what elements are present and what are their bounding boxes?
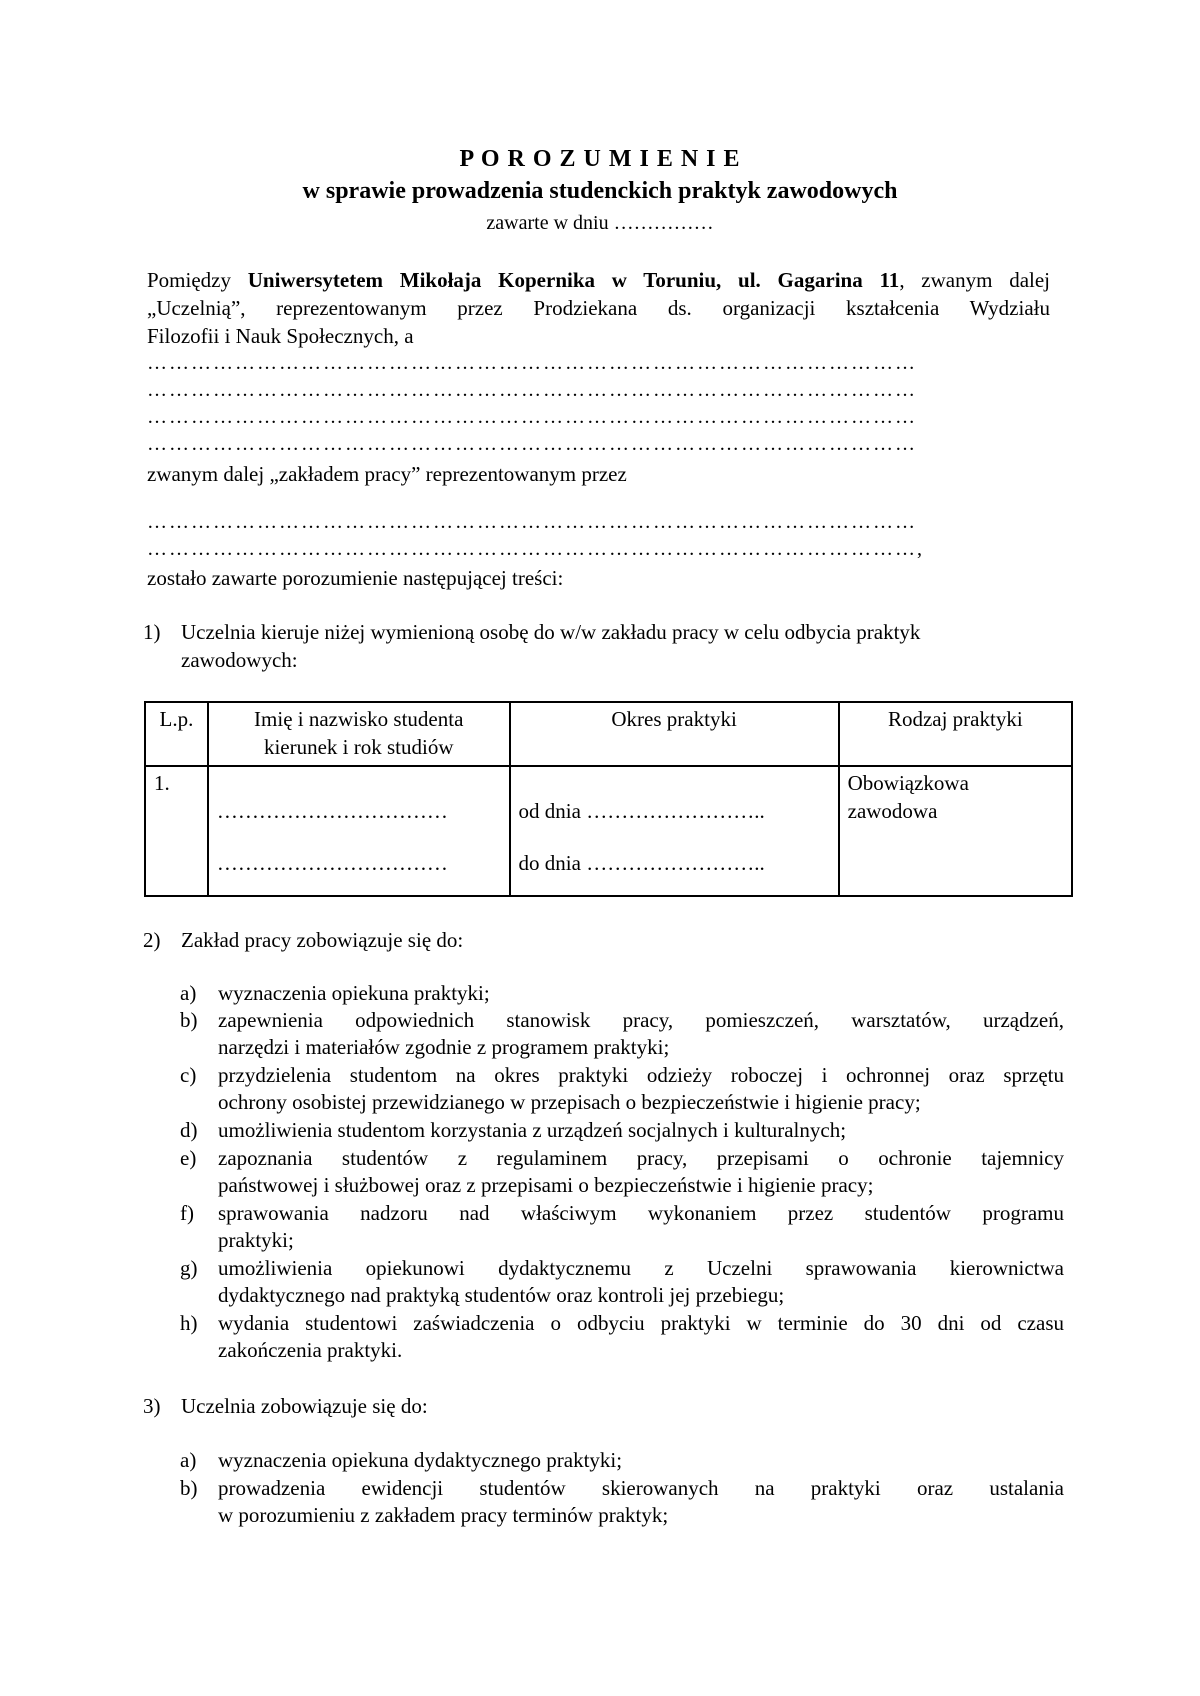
section-3-item-text: w porozumieniu z zakładem pracy terminów praktyk;: [218, 1503, 669, 1527]
section-2-item-text: zapewnienia odpowiednich stanowisk pracy, pomieszczeń, warsztatów, urządzeń,: [218, 1008, 1064, 1032]
intro-line-1: Pomiędzy Uniwersytetem Mikołaja Kopernika w Toruniu, ul. Gagarina 11, zwanym dalej: [147, 268, 1050, 292]
table-row: [145, 766, 1072, 896]
cell-period: [510, 766, 839, 896]
section-1-line-1: Uczelnia kieruje niżej wymienioną osobę do w/w zakładu pracy w celu odbycia praktyk: [181, 620, 921, 644]
section-2-heading: Zakład pracy zobowiązuje się do:: [181, 928, 464, 952]
intro-line-3: Filozofii i Nauk Społecznych, a: [147, 324, 414, 348]
header-type: Rodzaj praktyki: [839, 702, 1072, 766]
type-line-1: Obowiązkowa: [847, 771, 969, 795]
dotted-line: ……………………………………………………………………………………………: [147, 433, 917, 455]
header-student-name: Imię i nazwisko studenta: [254, 707, 464, 731]
section-2-number: 2): [143, 928, 161, 952]
header-period: Okres praktyki: [510, 702, 839, 766]
section-2-item-text: wydania studentowi zaświadczenia o odbyciu praktyki w terminie do 30 dni od czasu: [218, 1311, 1064, 1335]
section-2-item-text: państwowej i służbowej oraz z przepisami o bezpieczeństwie i higienie pracy;: [218, 1173, 874, 1197]
header-student: [208, 702, 510, 766]
intro-line-2: „Uczelnią”, reprezentowanym przez Prodziekana ds. organizacji kształcenia Wydziału: [147, 296, 1050, 320]
dotted-line: ……………………………………………………………………………………………: [147, 379, 917, 401]
concluded-line: zostało zawarte porozumienie następującej treści:: [147, 566, 564, 590]
section-3-heading: Uczelnia zobowiązuje się do:: [181, 1394, 428, 1418]
table-header-row: [145, 702, 1072, 766]
section-2-item-text: ochrony osobistej przewidzianego w przepisach o bezpieczeństwie i higienie pracy;: [218, 1090, 921, 1114]
section-1-number: 1): [143, 620, 161, 644]
period-to: do dnia ……………………..: [518, 851, 765, 875]
section-2-item-text: wyznaczenia opiekuna praktyki;: [218, 981, 490, 1005]
document-title: P O R O Z U M I E N I E: [459, 146, 741, 172]
dotted-line: ……………………………………………………………………………………………: [147, 406, 917, 428]
section-3-number: 3): [143, 1394, 161, 1418]
section-2-item-text: umożliwienia opiekunowi dydaktycznemu z Uczelni sprawowania kierownictwa: [218, 1256, 1064, 1280]
section-2-item-text: dydaktycznego nad praktyką studentów oraz kontroli jej przebiegu;: [218, 1283, 785, 1307]
cell-type: [839, 766, 1072, 896]
student-name-dots: ……………………………: [216, 799, 448, 823]
section-2-item-letter: h): [180, 1311, 198, 1335]
section-3-item-letter: b): [180, 1476, 198, 1500]
section-2-item-text: umożliwienia studentom korzystania z urządzeń socjalnych i kulturalnych;: [218, 1118, 847, 1142]
section-2-item-letter: c): [180, 1063, 197, 1087]
dotted-line-comma: ……………………………………………………………………………………………,: [147, 538, 924, 560]
dotted-line: ……………………………………………………………………………………………: [147, 352, 917, 374]
header-student-course: kierunek i rok studiów: [263, 735, 454, 759]
cell-student: [208, 766, 510, 896]
section-2-item-text: zakończenia praktyki.: [218, 1338, 403, 1362]
section-2-item-letter: a): [180, 981, 197, 1005]
university-name: Uniwersytetem Mikołaja Kopernika w Toruniu, ul. Gagarina 11: [247, 268, 900, 292]
section-2-item-text: praktyki;: [218, 1228, 294, 1252]
section-2-item-letter: e): [180, 1146, 197, 1170]
section-2-item-letter: f): [180, 1201, 194, 1225]
workplace-line: zwanym dalej „zakładem pracy” reprezentowanym przez: [147, 462, 627, 486]
section-2-item-text: narzędzi i materiałów zgodnie z programem praktyki;: [218, 1035, 670, 1059]
internship-table: [144, 701, 1073, 897]
section-3-item-letter: a): [180, 1448, 197, 1472]
header-lp: L.p.: [145, 702, 208, 766]
period-from: od dnia ……………………..: [518, 799, 765, 823]
section-3-item-text: prowadzenia ewidencji studentów skierowanych na praktyki oraz ustalania: [218, 1476, 1064, 1500]
date-line: zawarte w dniu ……………: [486, 212, 714, 234]
section-1-line-2: zawodowych:: [181, 648, 298, 672]
section-2-item-letter: b): [180, 1008, 198, 1032]
section-2-item-letter: g): [180, 1256, 198, 1280]
student-course-dots: ……………………………: [216, 851, 448, 875]
type-line-2: zawodowa: [847, 799, 938, 823]
section-2-item-letter: d): [180, 1118, 198, 1142]
document-subtitle: w sprawie prowadzenia studenckich praktyk zawodowych: [302, 178, 898, 204]
cell-lp: 1.: [145, 766, 208, 896]
dotted-line: ……………………………………………………………………………………………: [147, 511, 917, 533]
section-2-item-text: sprawowania nadzoru nad właściwym wykonaniem przez studentów programu: [218, 1201, 1064, 1225]
section-2-item-text: zapoznania studentów z regulaminem pracy, przepisami o ochronie tajemnicy: [218, 1146, 1064, 1170]
section-3-item-text: wyznaczenia opiekuna dydaktycznego praktyki;: [218, 1448, 623, 1472]
section-2-item-text: przydzielenia studentom na okres praktyki odzieży roboczej i ochronnej oraz sprzętu: [218, 1063, 1064, 1087]
